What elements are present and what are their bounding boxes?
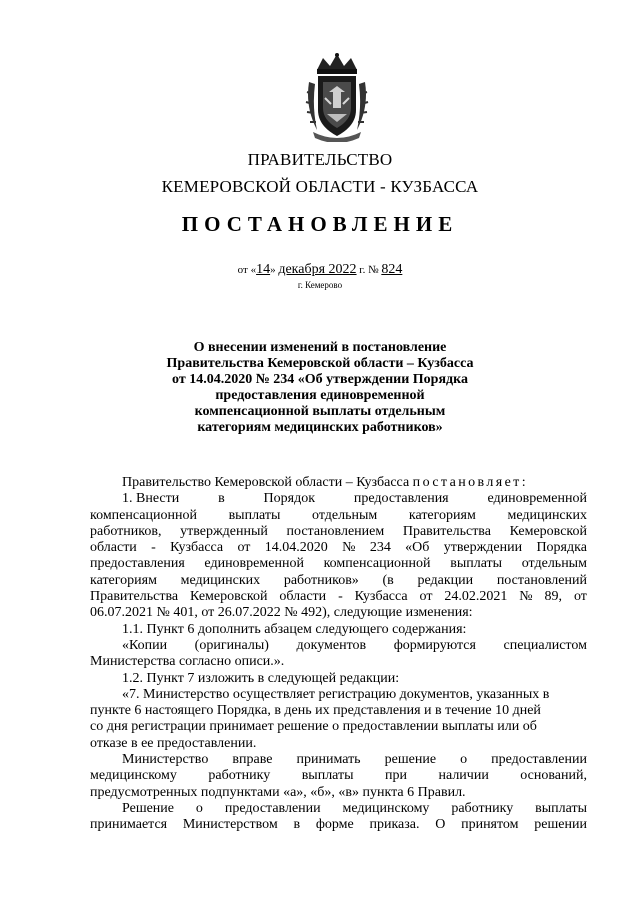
preamble-paragraph xyxy=(90,475,587,491)
word: утвержденный xyxy=(180,523,268,539)
quote1-first-line xyxy=(90,638,587,654)
word: области xyxy=(279,589,327,605)
word: отдельным xyxy=(521,556,587,572)
word: в xyxy=(293,817,301,833)
word: Кемеровской xyxy=(509,523,587,539)
item1-line xyxy=(90,573,587,589)
word: 89, xyxy=(544,589,563,605)
word: от xyxy=(573,589,587,605)
word: документов xyxy=(296,637,367,653)
title-line: от 14.04.2020 № 234 «Об утверждении Порядка xyxy=(172,372,468,387)
word: 234 xyxy=(369,540,391,556)
word: постановлений xyxy=(496,572,587,588)
word: Правительства xyxy=(402,523,491,539)
word: № xyxy=(342,540,356,556)
word: специалистом xyxy=(503,637,587,653)
word: решение xyxy=(384,752,437,768)
word: 24.02.2021 xyxy=(444,589,508,605)
item1-2-paragraph: 1.2. Пункт 7 изложить в следующей редакции: xyxy=(122,670,400,686)
word: утверждении xyxy=(443,540,523,556)
title-line: Правительства Кемеровской области – Кузбасса xyxy=(166,356,474,371)
title-line: О внесении изменений в постановление xyxy=(193,340,447,355)
word: категориям xyxy=(408,507,476,523)
word: работников» xyxy=(283,572,359,588)
word: Министерством xyxy=(182,817,278,833)
word: медицинскому xyxy=(342,800,430,816)
word: работнику xyxy=(208,768,271,784)
date-mid: » xyxy=(270,264,276,276)
word: предоставлении xyxy=(224,800,321,816)
preamble-text: Правительство Кемеровской области – Кузбасса xyxy=(122,475,413,490)
word: о xyxy=(195,800,203,816)
word: предоставлении xyxy=(491,752,587,768)
word: единовременной xyxy=(487,491,587,507)
resolves-word: постановляет: xyxy=(412,475,528,490)
ministry-right-first-line xyxy=(90,752,587,768)
ministry-right-line xyxy=(90,768,587,784)
word: от xyxy=(237,540,251,556)
word: выплаты xyxy=(228,507,281,523)
document-title xyxy=(120,340,520,436)
word: приказа. xyxy=(369,817,420,833)
word: работнику xyxy=(451,800,514,816)
word: Кузбасса xyxy=(170,540,224,556)
word: принимается xyxy=(90,817,168,833)
item1-line xyxy=(90,508,587,524)
word: «Копии xyxy=(122,637,168,653)
word: категориям xyxy=(90,572,157,588)
word: единовременной xyxy=(204,556,304,572)
word: 14.04.2020 xyxy=(264,540,328,556)
word: решении xyxy=(534,817,587,833)
word: Министерство xyxy=(122,752,209,768)
word: постановлением xyxy=(286,523,385,539)
word: вправе xyxy=(232,752,273,768)
word: оснований, xyxy=(520,768,587,784)
word: наличии xyxy=(438,768,489,784)
item1-last-line: 06.07.2021 № 401, от 26.07.2022 № 492), следующие изменения: xyxy=(90,605,473,621)
quote2-line: со дня регистрации принимает решение о предоставлении выплаты или об xyxy=(90,719,537,735)
word: - xyxy=(338,589,343,605)
word: выплаты xyxy=(535,800,587,816)
word: медицинских xyxy=(180,572,261,588)
word: медицинских xyxy=(507,507,587,523)
decision-line xyxy=(90,817,587,833)
document-number: 824 xyxy=(381,262,403,277)
item1-first-line xyxy=(90,491,587,507)
word: - xyxy=(151,540,156,556)
word: выплаты xyxy=(301,768,354,784)
word: Порядок xyxy=(263,491,316,507)
document-type-heading: ПОСТАНОВЛЕНИЕ xyxy=(181,212,459,236)
title-line: предоставления единовременной xyxy=(215,388,425,403)
word: при xyxy=(385,768,408,784)
item1-line xyxy=(90,540,587,556)
word: «Об xyxy=(405,540,430,556)
word: (оригиналы) xyxy=(194,637,269,653)
ministry-right-last-line: предусмотренных подпунктами «а», «б», «в» пункта 6 Правил. xyxy=(90,784,466,800)
city-name: г. Кемерово xyxy=(297,280,343,290)
word: редакции xyxy=(417,572,474,588)
word: Решение xyxy=(122,800,175,816)
date-month-year: декабря 2022 xyxy=(278,262,357,277)
word: Кузбасса xyxy=(354,589,408,605)
item1-line xyxy=(90,524,587,540)
word: форме xyxy=(315,817,354,833)
decision-first-line xyxy=(90,801,587,817)
word: о xyxy=(460,752,468,768)
word: компенсационной xyxy=(90,507,197,523)
word: О xyxy=(435,817,446,833)
word: медицинскому xyxy=(90,768,177,784)
word: Порядка xyxy=(536,540,587,556)
quote2-line: пункте 6 настоящего Порядка, в день их представления и в течение 10 дней xyxy=(90,703,541,719)
word: Кемеровской xyxy=(190,589,268,605)
date-number-line xyxy=(0,262,640,278)
word: принятом xyxy=(461,817,519,833)
quote2-first-line: «7. Министерство осуществляет регистрацию документов, указанных в xyxy=(122,686,550,702)
word: области xyxy=(90,540,137,556)
item1-line xyxy=(90,589,587,605)
word: от xyxy=(419,589,433,605)
word: отдельным xyxy=(312,507,378,523)
word: № xyxy=(519,589,533,605)
word: предоставления xyxy=(353,491,449,507)
word: формируются xyxy=(393,637,476,653)
quote1-last-line: Министерства согласно описи.». xyxy=(90,654,285,670)
government-name-line1: ПРАВИТЕЛЬСТВО xyxy=(247,150,393,169)
government-name-line2: КЕМЕРОВСКОЙ ОБЛАСТИ - КУЗБАССА xyxy=(161,177,479,196)
quote2-last-line: отказе в ее предоставлении. xyxy=(90,735,257,751)
word: предоставления xyxy=(90,556,185,572)
title-line: категориям медицинских работников» xyxy=(197,420,443,435)
item1-1-paragraph: 1.1. Пункт 6 дополнить абзацем следующего содержания: xyxy=(122,621,467,637)
coat-of-arms-icon xyxy=(303,52,371,142)
year-number-label: г. № xyxy=(359,264,379,276)
word: выплаты xyxy=(450,556,503,572)
document-body xyxy=(90,475,587,834)
word: принимать xyxy=(296,752,361,768)
date-day: 14 xyxy=(256,262,271,277)
word: работников, xyxy=(90,523,162,539)
date-prefix: от « xyxy=(237,264,257,276)
word: компенсационной xyxy=(323,556,431,572)
title-line: компенсационной выплаты отдельным xyxy=(194,404,446,419)
word: Правительства xyxy=(90,589,179,605)
item1-line xyxy=(90,556,587,572)
word: (в xyxy=(382,572,394,588)
word: в xyxy=(218,491,225,507)
word: 1. Внести xyxy=(122,491,180,507)
